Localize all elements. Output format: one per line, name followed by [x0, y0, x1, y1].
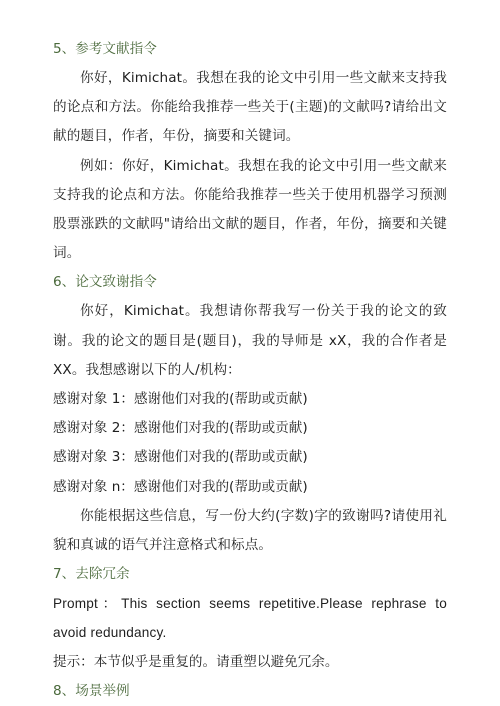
list-item: 感谢对象 3：感谢他们对我的(帮助或贡献) — [53, 449, 308, 466]
paragraph: 你好，Kimichat。我想请你帮我写一份关于我的论文的致谢。我的论文的题目是(题目)，我的导师是 xX，我的合作者是 XX。我想感谢以下的人/机构： — [53, 303, 447, 378]
list-item: 感谢对象 2：感谢他们对我的(帮助或贡献) — [53, 420, 308, 437]
section-heading-8: 8、场景举例 — [53, 682, 130, 699]
section-heading-6: 6、论文致谢指令 — [53, 274, 157, 291]
translation-hint: 提示：本节似乎是重复的。请重塑以避免冗余。 — [53, 653, 339, 670]
list-item: 感谢对象 n：感谢他们对我的(帮助或贡献) — [53, 478, 308, 495]
section-heading-5: 5、参考文献指令 — [53, 41, 157, 57]
paragraph: 你能根据这些信息，写一份大约(字数)字的致谢吗?请使用礼貌和真诚的语气并注意格式和标点。 — [53, 507, 447, 553]
paragraph: 例如：你好，Kimichat。我想在我的论文中引用一些文献来支持我的论点和方法。你能给我推荐一些关于使用机器学习预测股票涨跌的文献吗"请给出文献的题目，作者，年份，摘要和关键词。 — [53, 157, 447, 262]
section-heading-7: 7、去除冗余 — [53, 566, 130, 583]
list-item: 感谢对象 1：感谢他们对我的(帮助或贡献) — [53, 391, 308, 408]
paragraph: 你好，Kimichat。我想在我的论文中引用一些文献来支持我的论点和方法。你能给我推荐一些关于(主题)的文献吗?请给出文献的题目，作者，年份，摘要和关键词。 — [53, 70, 447, 145]
english-prompt: Prompt：This section seems repetitive.Please rephrase to avoid redundancy. — [53, 596, 447, 641]
